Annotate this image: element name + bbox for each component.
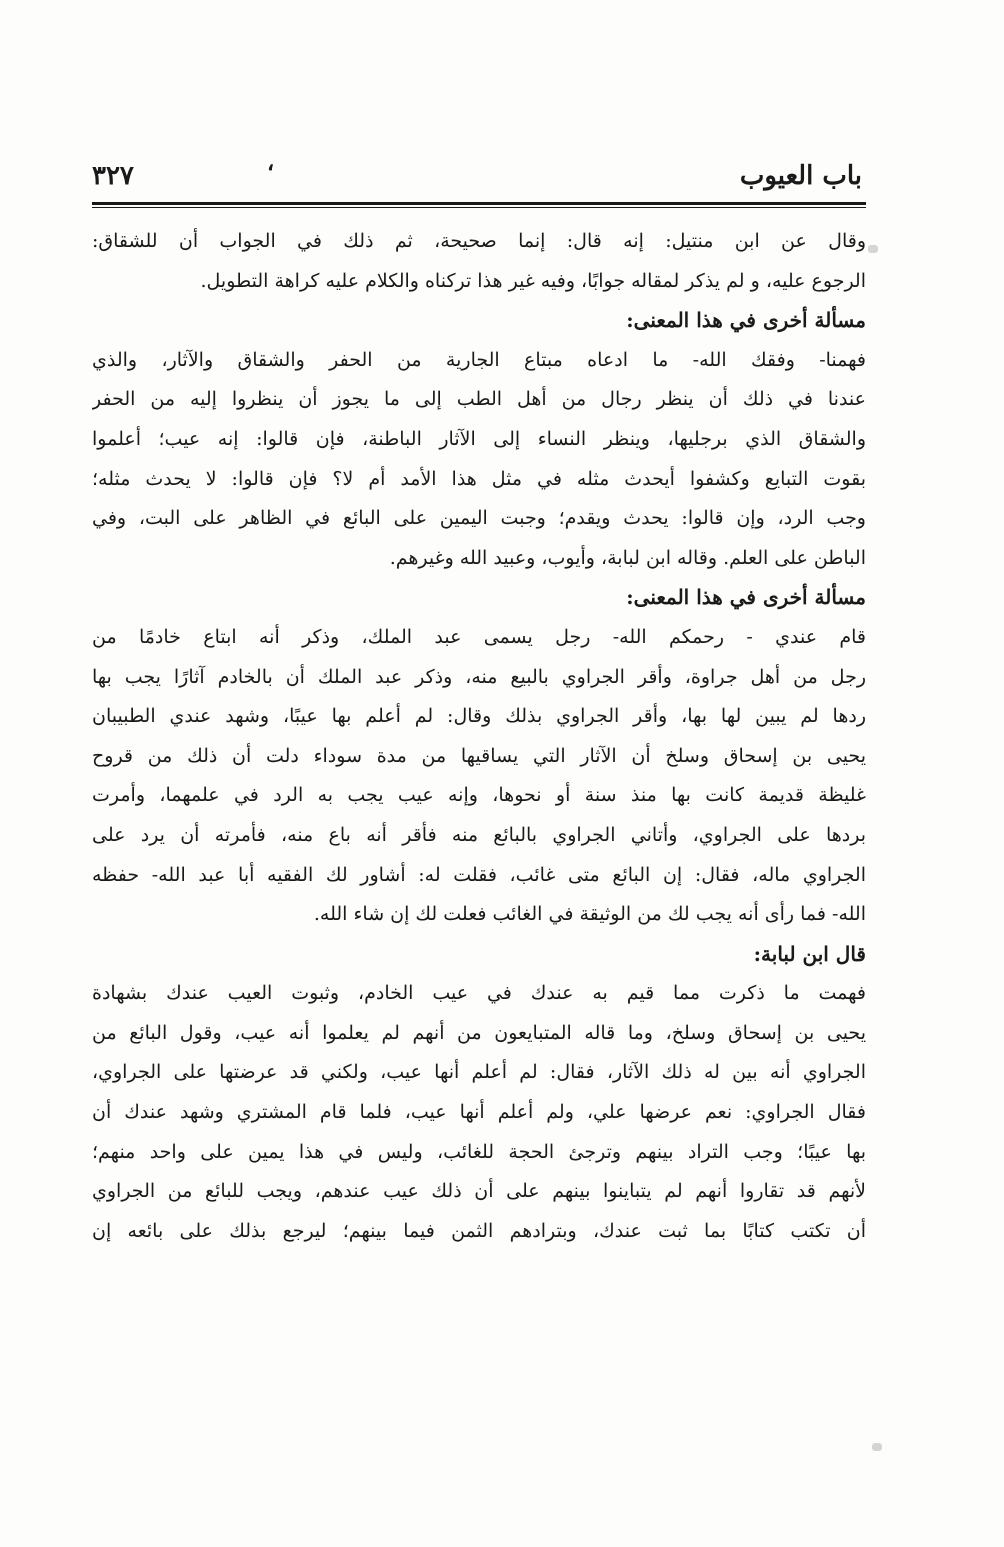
text-line: فهمنا- وفقك الله- ما ادعاه مبتاع الجارية من الحفر والشقاق والآثار، والذي xyxy=(92,348,866,371)
header-rule-thin xyxy=(92,207,866,208)
text-line: رجل من أهل جراوة، وأقر الجراوي بالبيع منه، وذكر عبد الملك أن بالخادم آثارًا يجب بها xyxy=(92,665,866,688)
scan-speck xyxy=(872,1443,882,1451)
text-line: لأنهم قد تقاروا أنهم لم يتباينوا بينهم على أن ذلك عيب عندهم، ويجب للبائع من الجراوي xyxy=(92,1180,866,1203)
text-line: يحيى بن إسحاق وسلخ أن الآثار التي يساقيها من مدة سوداء دلت أن ذلك من قروح xyxy=(92,744,866,767)
text-line: يحيى بن إسحاق وسلخ، وما قاله المتبايعون من أنهم لم يعلموا أنه عيب، وقول البائع من xyxy=(92,1021,866,1044)
header-mark: ، xyxy=(267,150,275,176)
chapter-title: باب العيوب xyxy=(739,161,862,191)
text-line: بردها على الجراوي، وأتاني الجراوي بالبائع منه فأقر أنه باع منه، فأمرته أن يرد على xyxy=(92,823,866,846)
text-line: الجراوي ماله، فقال: إن البائع متى غائب، فقلت له: أشاور لك الفقيه أبا عبد الله- حفظه xyxy=(92,863,866,886)
text-line: والشقاق الذي برجليها، وينظر النساء إلى الآثار الباطنة، فإن قالوا: إنه عيب؛ أعلموا xyxy=(92,427,866,450)
section-heading: مسألة أخرى في هذا المعنى: xyxy=(626,585,866,610)
text-line: بقوت التبايع وكشفوا أيحدث مثله في مثل هذا الأمد أم لا؟ فإن قالوا: لا يحدث مثله؛ xyxy=(92,467,866,490)
text-line: الرجوع عليه، و لم يذكر لمقاله جوابًا، وفيه غير هذا تركناه والكلام عليه كراهة التطويل. xyxy=(200,269,866,292)
text-line: غليظة قديمة كانت بها منذ سنة أو نحوها، وإنه عيب يجب به الرد في علمهما، وأمرت xyxy=(92,784,866,807)
text-line: الله- فما رأى أنه يجب لك من الوثيقة في الغائب فعلت لك إن شاء الله. xyxy=(313,903,866,926)
text-line: وقال عن ابن منتيل: إنه قال: إنما صحيحة، ثم ذلك في الجواب أن للشقاق: xyxy=(92,230,866,252)
section-heading: قال ابن لبابة: xyxy=(753,941,866,966)
header-rule-thick xyxy=(92,202,866,205)
text-line: بها عيبًا؛ وجب التراد بينهم وترجئ الحجة للغائب، وليس في هذا يمين على واحد منهم؛ xyxy=(92,1140,866,1163)
page-number: ٣٢٧ xyxy=(92,161,134,191)
text-line: ردها لم يبين لها بها، وأقر الجراوي بذلك وقال: لم أعلم بها عيبًا، وشهد عندي الطبيبان xyxy=(92,705,866,728)
body-text xyxy=(92,222,866,1251)
text-line: وجب الرد، وإن قالوا: يحدث ويقدم؛ وجبت اليمين على البائع في الظاهر على البت، وفي xyxy=(92,507,866,530)
text-line: الجراوي أنه بين له ذلك الآثار، فقال: لم أعلم أنها عيب، ولكني قد عرضتها على الجراوي، xyxy=(92,1061,866,1084)
text-line: قام عندي - رحمكم الله- رجل يسمى عبد الملك، وذكر أنه ابتاع خادمًا من xyxy=(92,625,866,648)
text-line: فقال الجراوي: نعم عرضها علي، ولم أعلم أنها عيب، فلما قام المشتري وشهد عندك أن xyxy=(92,1101,866,1124)
scan-speck xyxy=(868,245,878,253)
text-line: أن تكتب كتابًا بما ثبت عندك، وبترادهم الثمن فيما بينهم؛ ليرجع بذلك على بائعه إن xyxy=(92,1219,866,1242)
running-header xyxy=(92,150,862,196)
section-heading: مسألة أخرى في هذا المعنى: xyxy=(626,308,866,333)
text-line: فهمت ما ذكرت مما قيم به عندك في عيب الخادم، وثبوت العيب عندك بشهادة xyxy=(92,982,866,1005)
text-line: الباطن على العلم. وقاله ابن لبابة، وأيوب، وعبيد الله وغيرهم. xyxy=(389,546,866,569)
text-line: عندنا في ذلك أن ينظر رجال من أهل الطب إلى ما يجوز أن ينظروا إليه من الحفر xyxy=(92,388,866,411)
